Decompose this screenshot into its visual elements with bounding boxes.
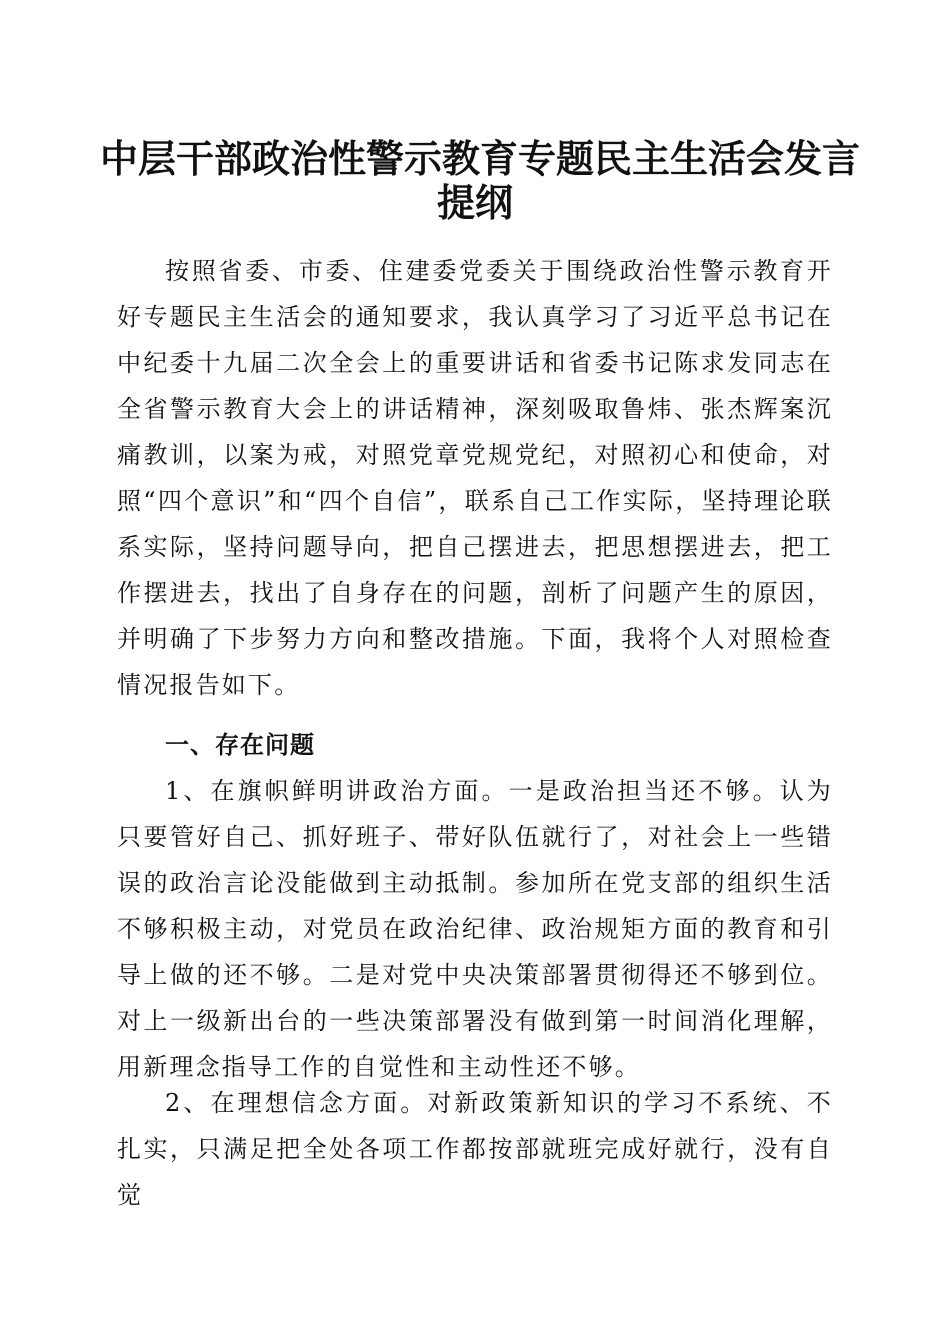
document-title-line2: 提纲 [436, 180, 513, 225]
problem-item-1: 1、在旗帜鲜明讲政治方面。一是政治担当还不够。认为只要管好自己、抓好班子、带好队伍就行了，对社会上一些错误的政治言论没能做到主动抵制。参加所在党支部的组织生活不够积极主动，对党员在政治纪律、政治规矩方面的教育和引导上做的还不够。二是对党中央决策部署贯彻得还不够到位。对上一级新出台的一些决策部署没有做到第一时间消化理解，用新理念指导工作的自觉性和主动性还不够。 [117, 777, 833, 1081]
problem-item-2: 2、在理想信念方面。对新政策新知识的学习不系统、不扎实，只满足把全处各项工作都按部就班完成好就行，没有自觉 [117, 1089, 833, 1209]
section-heading-problems: 一、存在问题 [165, 731, 315, 759]
intro-paragraph: 按照省委、市委、住建委党委关于围绕政治性警示教育开好专题民主生活会的通知要求，我认真学习了习近平总书记在中纪委十九届二次全会上的重要讲话和省委书记陈求发同志在全省警示教育大会上的讲话精神，深刻吸取鲁炜、张杰辉案沉痛教训，以案为戒，对照党章党规党纪，对照初心和使命，对照“四个意识”和“四个自信”，联系自己工作实际，坚持理论联系实际，坚持问题导向，把自己摆进去，把思想摆进去，把工作摆进去，找出了自身存在的问题，剖析了问题产生的原因，并明确了下步努力方向和整改措施。下面，我将个人对照检查情况报告如下。 [117, 257, 833, 699]
document-title-line1: 中层干部政治性警示教育专题民主生活会发言 [100, 136, 861, 181]
